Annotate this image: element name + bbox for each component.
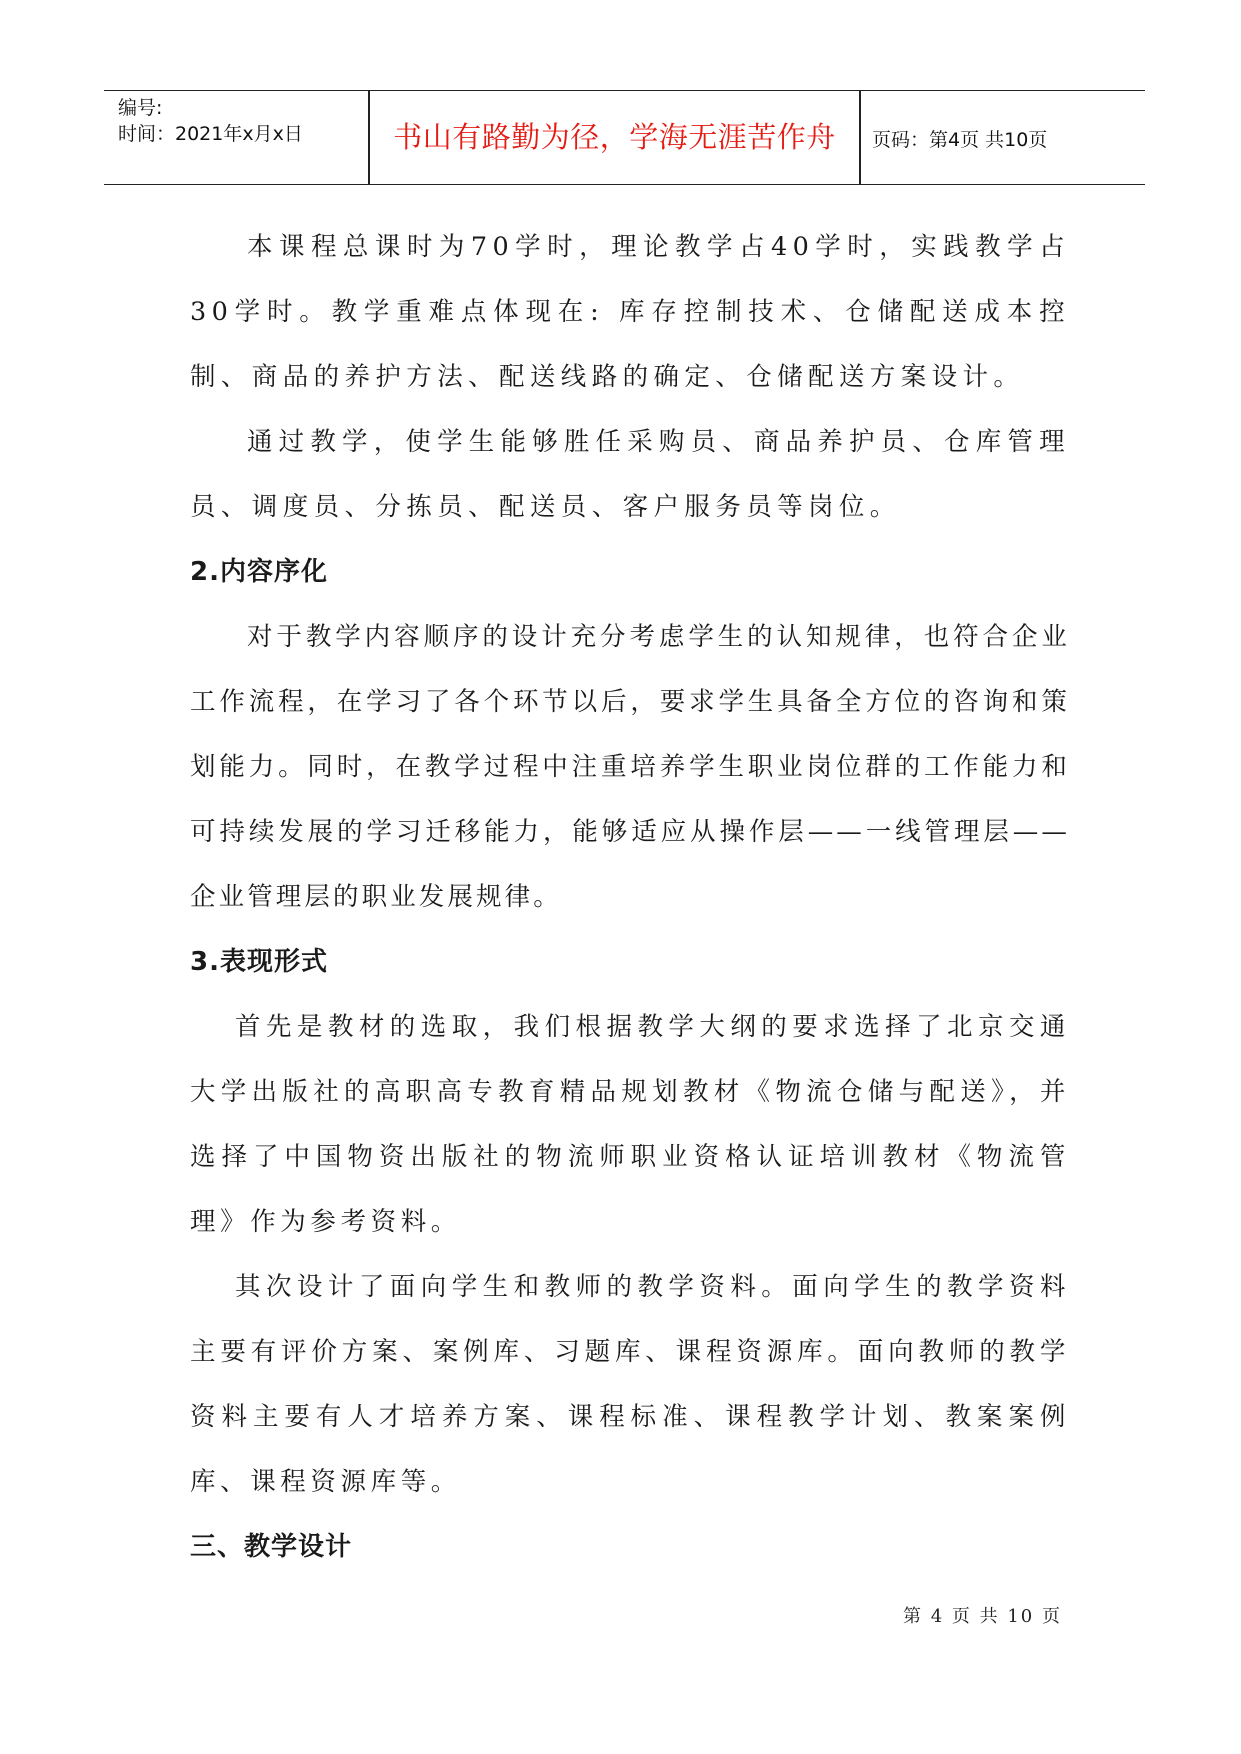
- paragraph-course-hours: 本课程总课时为70学时，理论教学占40学时，实践教学占30学时。教学重难点体现在: 库存控制技术、仓储配送成本控制、商品的养护方法、配送线路的确定、仓储配送方案设计。: [190, 232, 1070, 392]
- header-meta: [118, 95, 303, 147]
- paragraph-content-order: 对于教学内容顺序的设计充分考虑学生的认知规律，也符合企业工作流程，在学习了各个环节以后，要求学生具备全方位的咨询和策划能力。同时，在教学过程中注重培养学生职业岗位群的工作能力和可持续发展的学习迁移能力，能够适应从操作层——一线管理层——企业管理层的职业发展规律。: [190, 622, 1070, 912]
- heading-teaching-design: 三、教学设计: [190, 1532, 353, 1562]
- header-motto: 书山有路勤为径，学海无涯苦作舟: [393, 120, 836, 154]
- header-divider: [859, 91, 861, 184]
- page-footer: 第 4 页 共 10 页: [903, 1606, 1062, 1627]
- header-page-info: 页码：第4页 共10页: [872, 129, 1048, 151]
- heading-presentation-form: 3.表现形式: [190, 947, 328, 977]
- heading-content-sequencing: 2.内容序化: [190, 557, 328, 587]
- document-time: 时间：2021年x月x日: [118, 123, 303, 145]
- document-number-label: 编号:: [118, 97, 163, 119]
- paragraph-teaching-materials: 其次设计了面向学生和教师的教学资料。面向学生的教学资料主要有评价方案、案例库、习题库、课程资源库。面向教师的教学资料主要有人才培养方案、课程标准、课程教学计划、教案案例库、课程资源库等。: [190, 1272, 1070, 1497]
- page-header: [104, 90, 1145, 185]
- paragraph-textbook-selection: 首先是教材的选取，我们根据教学大纲的要求选择了北京交通大学出版社的高职高专教育精品规划教材《物流仓储与配送》，并选择了中国物资出版社的物流师职业资格认证培训教材《物流管理》作为参考资料。: [190, 1012, 1070, 1237]
- document-body: [190, 215, 1070, 1580]
- paragraph-job-positions: 通过教学，使学生能够胜任采购员、商品养护员、仓库管理员、调度员、分拣员、配送员、客户服务员等岗位。: [190, 427, 1070, 522]
